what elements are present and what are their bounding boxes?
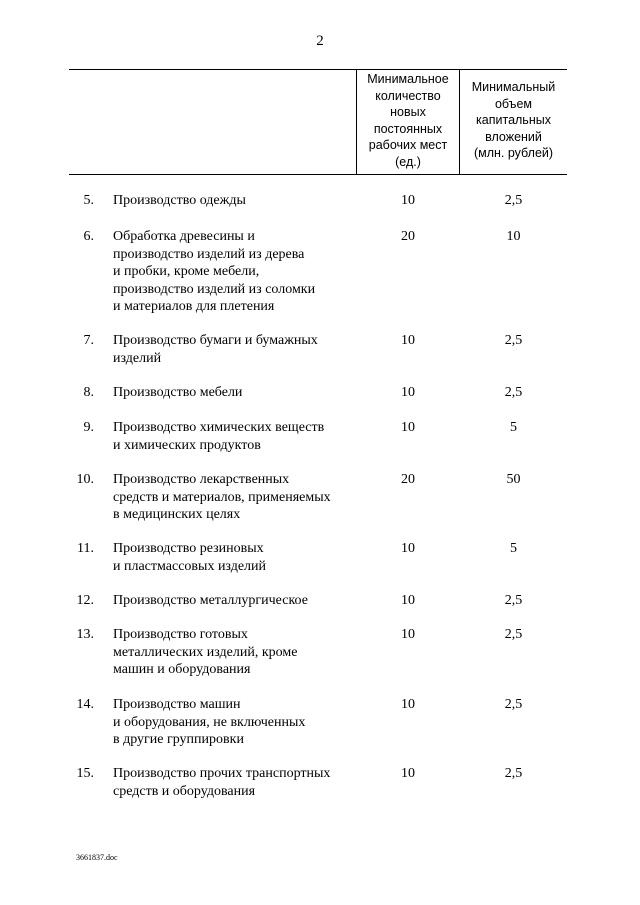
row-industry-name: Производство одежды [113,193,246,208]
row-min-jobs: 10 [401,697,415,712]
row-industry-name: Производство прочих транспортных средств и оборудования [113,766,331,799]
row-min-jobs: 10 [401,766,415,781]
row-min-investment: 10 [506,229,521,244]
row-industry-name: Обработка древесины и производство изделий из дерева и пробки, кроме мебели, производство изделий из соломки и материалов для плетения [113,229,316,314]
row-min-investment: 2,5 [504,193,523,208]
row-industry-name: Производство бумаги и бумажных изделий [113,333,318,366]
row-min-investment: 2,5 [504,627,523,642]
row-min-investment: 2,5 [504,385,523,400]
row-number: 12. [76,593,94,608]
row-min-investment: 5 [510,541,517,556]
row-number: 6. [83,229,94,244]
row-number: 7. [83,333,94,348]
row-min-jobs: 20 [401,472,415,487]
row-min-jobs: 10 [401,541,415,556]
row-min-investment: 2,5 [504,593,523,608]
row-number: 5. [83,193,94,208]
row-number: 14. [76,697,94,712]
row-min-jobs: 10 [401,593,415,608]
table-header-rule [69,174,567,175]
row-min-jobs: 10 [401,627,415,642]
row-number: 15. [76,766,94,781]
row-min-investment: 2,5 [504,697,523,712]
document-id: 3661837.doc [76,853,118,862]
row-min-investment: 2,5 [504,333,523,348]
row-number: 13. [76,627,94,642]
row-number: 9. [83,420,94,435]
row-min-jobs: 20 [401,229,415,244]
row-number: 8. [83,385,94,400]
header-min-investment: Минимальный объем капитальных вложений (млн. рублей) [471,80,556,160]
row-min-investment: 2,5 [504,766,523,781]
row-industry-name: Производство лекарственных средств и материалов, применяемых в медицинских целях [113,472,331,522]
row-industry-name: Производство металлургическое [113,593,308,608]
row-industry-name: Производство резиновых и пластмассовых изделий [113,541,267,574]
page-number: 2 [316,33,324,49]
row-min-investment: 50 [506,472,521,487]
row-min-investment: 5 [510,420,517,435]
row-industry-name: Производство готовых металлических изделий, кроме машин и оборудования [113,627,298,677]
row-min-jobs: 10 [401,385,415,400]
table-top-rule [69,69,567,70]
row-min-jobs: 10 [401,333,415,348]
row-industry-name: Производство мебели [113,385,243,400]
row-min-jobs: 10 [401,420,415,435]
row-number: 11. [77,541,94,556]
row-industry-name: Производство химических веществ и химических продуктов [113,420,325,453]
row-industry-name: Производство машин и оборудования, не включенных в другие группировки [113,697,306,747]
row-number: 10. [76,472,94,487]
header-min-jobs: Минимальное количество новых постоянных рабочих мест (ед.) [367,72,449,169]
row-min-jobs: 10 [401,193,415,208]
